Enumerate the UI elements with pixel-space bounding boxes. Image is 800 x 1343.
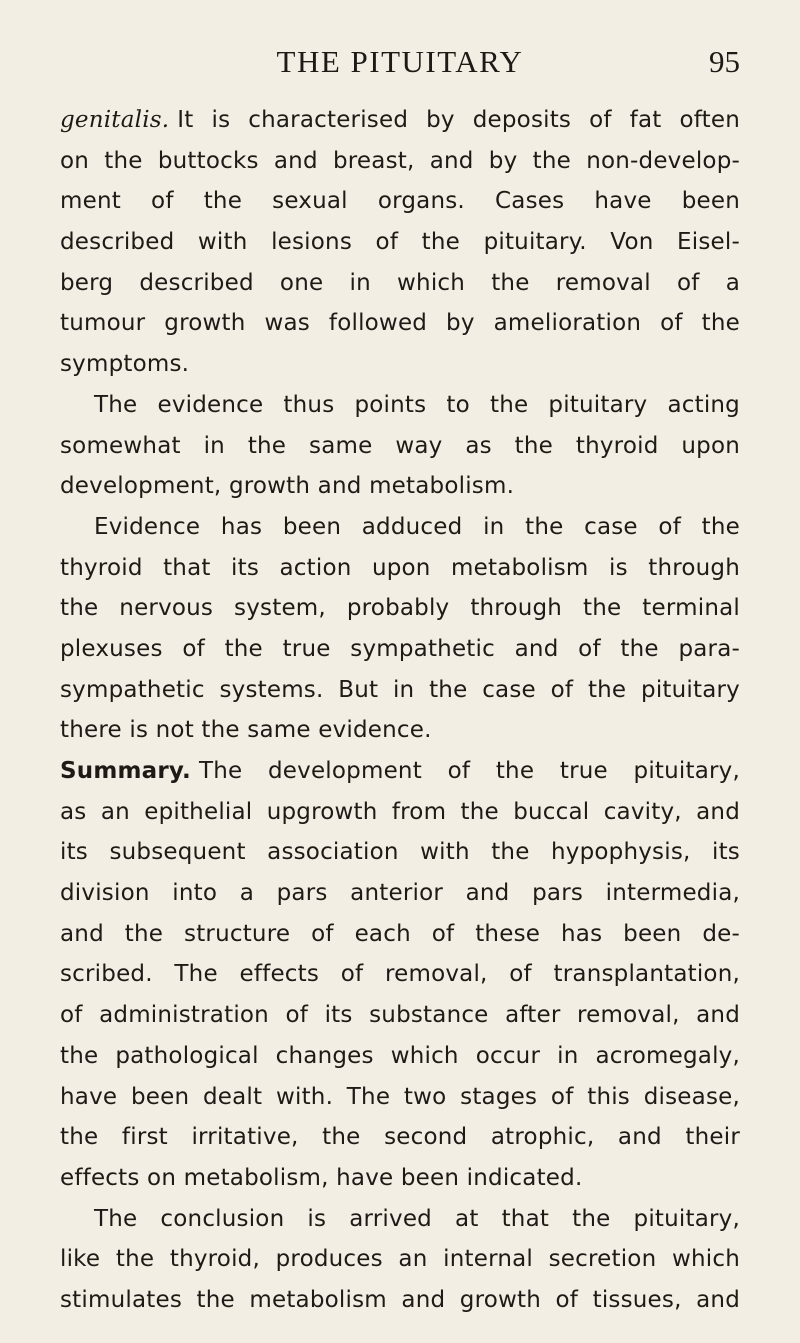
text-segment: It is characterised by deposits of fat often	[177, 107, 740, 133]
text-line	[60, 181, 740, 222]
text-segment: the first irritative, the second atrophic, and their	[60, 1124, 740, 1151]
text-segment: described with lesions of the pituitary. Von Eisel-	[60, 229, 740, 256]
text-line	[60, 914, 740, 955]
running-head	[60, 44, 740, 88]
text-line	[60, 995, 740, 1036]
text-line	[60, 1280, 740, 1321]
text-line	[60, 751, 740, 792]
text-segment: Evidence has been adduced in the case of the	[94, 513, 740, 540]
text-segment: effects on metabolism, have been indicated.	[60, 1164, 583, 1191]
text-segment: its subsequent association with the hypophysis, its	[60, 839, 740, 866]
text-segment: stimulates the metabolism and growth of tissues, and	[60, 1286, 740, 1313]
text-line	[60, 466, 740, 507]
text-line	[60, 1199, 740, 1240]
text-segment: The evidence thus points to the pituitary acting	[94, 391, 740, 418]
text-segment: the nervous system, probably through the terminal	[60, 595, 740, 622]
text-line	[60, 1117, 740, 1158]
text-line	[60, 263, 740, 304]
text-line	[60, 426, 740, 467]
text-line	[60, 303, 740, 344]
text-segment: division into a pars anterior and pars intermedia,	[60, 880, 740, 907]
text-segment: plexuses of the true sympathetic and of the para-	[60, 635, 740, 662]
body-text	[60, 100, 740, 1321]
text-line	[60, 1158, 740, 1199]
text-segment: like the thyroid, produces an internal secretion which	[60, 1246, 740, 1273]
text-line	[60, 588, 740, 629]
text-segment: of administration of its substance after removal, and	[60, 1002, 740, 1029]
text-line	[60, 629, 740, 670]
text-line	[60, 344, 740, 385]
text-segment: have been dealt with. The two stages of this disease,	[60, 1083, 740, 1110]
text-line	[60, 1036, 740, 1077]
page-number: 95	[709, 44, 740, 79]
text-line	[60, 832, 740, 873]
text-segment: thyroid that its action upon metabolism is through	[60, 554, 740, 581]
text-line	[60, 548, 740, 589]
text-line	[60, 954, 740, 995]
text-line	[60, 1239, 740, 1280]
text-line	[60, 792, 740, 833]
text-segment: and the structure of each of these has been de-	[60, 920, 740, 947]
text-segment: the pathological changes which occur in acromegaly,	[60, 1042, 740, 1069]
page-title: THE PITUITARY	[276, 44, 524, 79]
text-segment: ment of the sexual organs. Cases have been	[60, 188, 740, 215]
text-segment: there is not the same evidence.	[60, 717, 432, 744]
text-line	[60, 873, 740, 914]
text-segment: symptoms.	[60, 351, 190, 378]
text-line	[60, 100, 740, 141]
text-line	[60, 710, 740, 751]
text-segment: scribed. The effects of removal, of transplantation,	[60, 961, 740, 988]
text-segment: development, growth and metabolism.	[60, 473, 515, 500]
text-line	[60, 222, 740, 263]
text-segment: as an epithelial upgrowth from the buccal cavity, and	[60, 798, 740, 825]
text-line	[60, 385, 740, 426]
section-heading: Summary.	[60, 758, 191, 784]
italic-term: genitalis.	[60, 107, 170, 133]
text-segment: sympathetic systems. But in the case of the pituitary	[60, 676, 740, 703]
text-segment: on the buttocks and breast, and by the non-develop-	[60, 147, 740, 174]
text-line	[60, 507, 740, 548]
text-segment: tumour growth was followed by amelioration of the	[60, 310, 740, 337]
text-line	[60, 670, 740, 711]
text-line	[60, 141, 740, 182]
text-segment: The conclusion is arrived at that the pituitary,	[94, 1205, 740, 1232]
text-segment: berg described one in which the removal of a	[60, 269, 740, 296]
text-line	[60, 1077, 740, 1118]
text-segment: somewhat in the same way as the thyroid upon	[60, 432, 740, 459]
text-segment: The development of the true pituitary,	[198, 758, 740, 784]
